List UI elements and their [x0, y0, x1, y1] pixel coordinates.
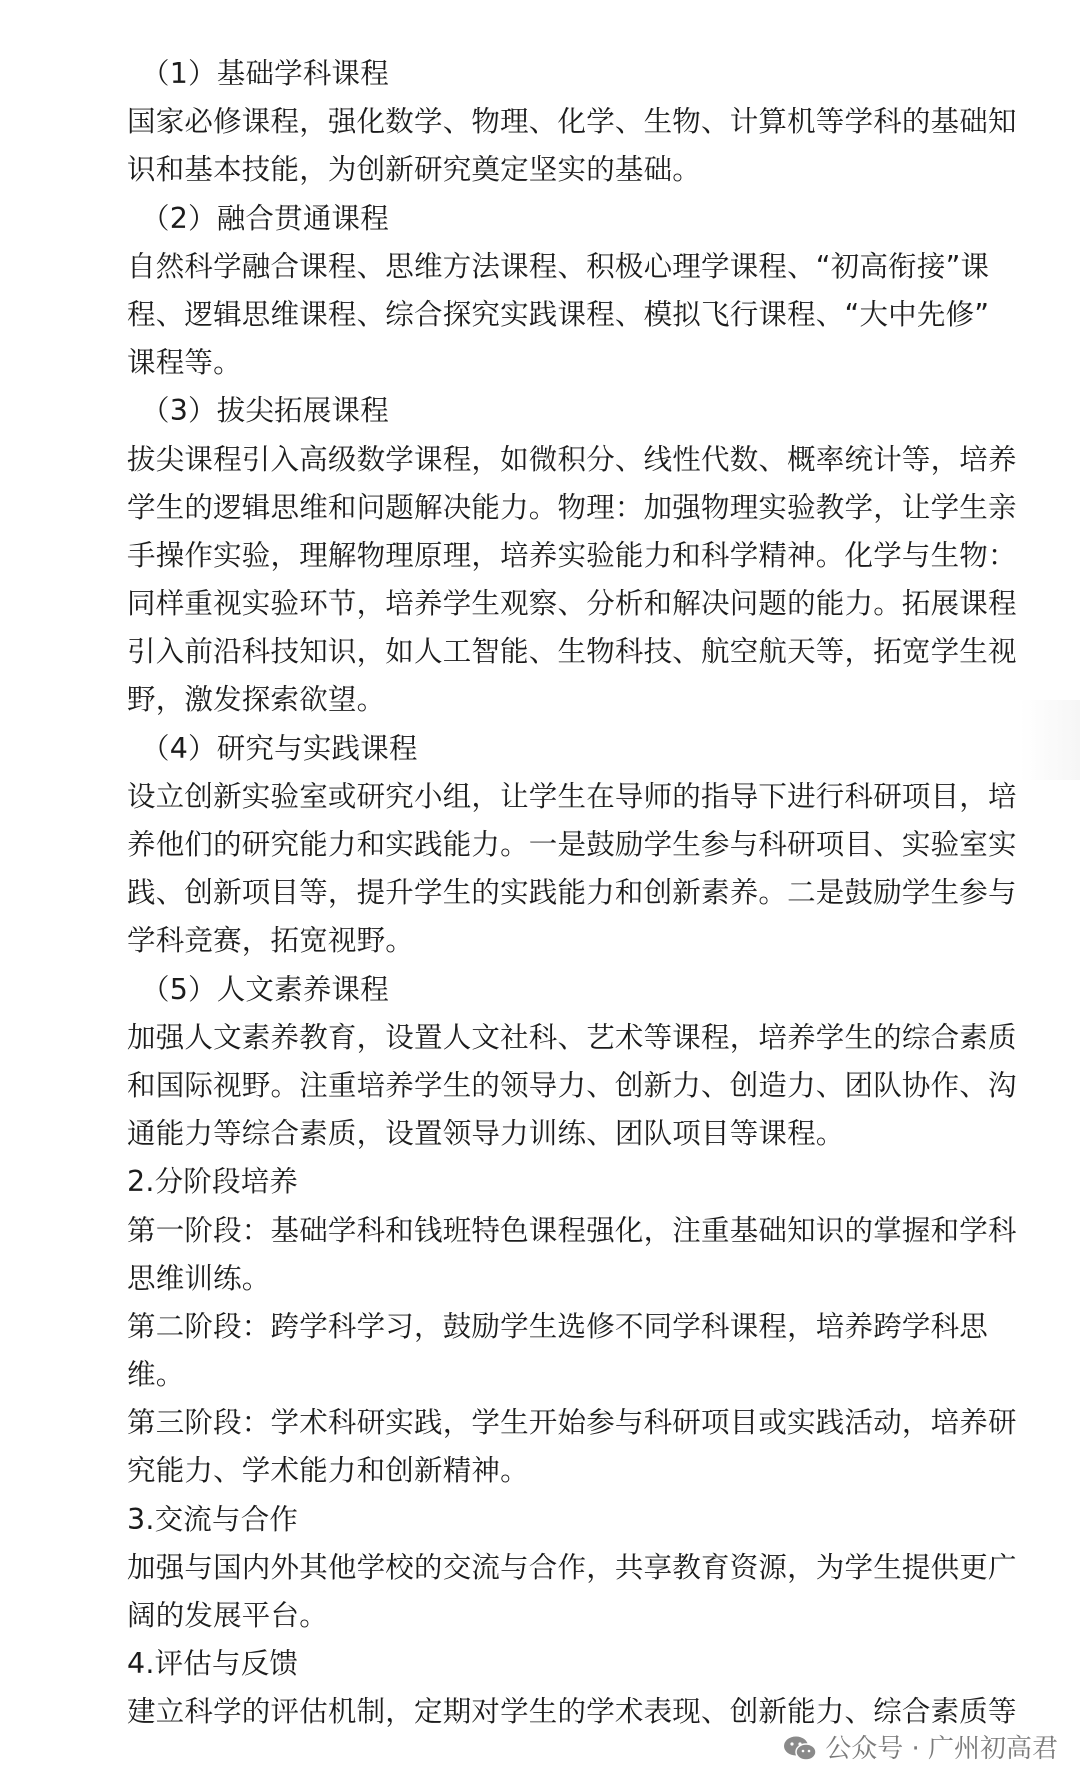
text-line: 野，激发探索欲望。 [127, 683, 386, 717]
text-line: 拔尖课程引入高级数学课程，如微积分、线性代数、概率统计等，培养 [127, 442, 1017, 476]
wechat-icon [783, 1735, 817, 1763]
text-line: 通能力等综合素质，设置领导力训练、团队项目等课程。 [127, 1117, 845, 1151]
heading-humanities-courses: （5）人文素养课程 [141, 972, 389, 1006]
text-line: 建立科学的评估机制，定期对学生的学术表现、创新能力、综合素质等 [127, 1695, 1017, 1729]
text-line: 引入前沿科技知识，如人工智能、生物科技、航空航天等，拓宽学生视 [127, 635, 1017, 669]
section-heading-evaluation-feedback: 4.评估与反馈 [127, 1647, 299, 1681]
text-line: 第一阶段：基础学科和钱班特色课程强化，注重基础知识的掌握和学科 [127, 1213, 1017, 1247]
heading-basic-courses: （1）基础学科课程 [141, 57, 389, 90]
text-line: 养他们的研究能力和实践能力。一是鼓励学生参与科研项目、实验室实 [127, 828, 1017, 861]
text-line: 和国际视野。注重培养学生的领导力、创新力、创造力、团队协作、沟 [127, 1068, 1017, 1102]
text-line: 程、逻辑思维课程、综合探究实践课程、模拟飞行课程、“大中先修” [127, 297, 990, 331]
text-line: 加强与国内外其他学校的交流与合作，共享教育资源，为学生提供更广 [127, 1550, 1017, 1584]
text-line: 学生的逻辑思维和问题解决能力。物理：加强物理实验教学，让学生亲 [127, 490, 1017, 524]
text-line: 践、创新项目等，提升学生的实践能力和创新素养。二是鼓励学生参与 [127, 876, 1017, 910]
heading-integrated-courses: （2）融合贯通课程 [141, 201, 389, 235]
text-line: 第二阶段：跨学科学习，鼓励学生选修不同学科课程，培养跨学科思 [127, 1309, 989, 1343]
text-line: 加强人文素养教育，设置人文社科、艺术等课程，培养学生的综合素质 [127, 1020, 1017, 1054]
text-line: 维。 [127, 1358, 185, 1392]
text-line: 识和基本技能，为创新研究奠定坚实的基础。 [127, 153, 702, 187]
text-line: 究能力、学术能力和创新精神。 [127, 1454, 529, 1488]
text-line: 第三阶段：学术科研实践，学生开始参与科研项目或实践活动，培养研 [127, 1406, 1017, 1440]
text-line: 设立创新实验室或研究小组，让学生在导师的指导下进行科研项目，培 [127, 779, 1017, 813]
heading-research-practice-courses: （4）研究与实践课程 [141, 731, 418, 765]
text-line: 阔的发展平台。 [127, 1599, 328, 1632]
text-line: 国家必修课程，强化数学、物理、化学、生物、计算机等学科的基础知 [127, 105, 1017, 139]
text-line: 手操作实验，理解物理原理，培养实验能力和科学精神。化学与生物： [127, 538, 1017, 572]
document-body [127, 50, 1017, 1737]
text-line: 同样重视实验环节，培养学生观察、分析和解决问题的能力。拓展课程 [127, 587, 1017, 621]
edge-shadow [1020, 700, 1080, 780]
section-heading-staged-training: 2.分阶段培养 [127, 1165, 299, 1199]
text-line: 自然科学融合课程、思维方法课程、积极心理学课程、“初高衔接”课 [127, 249, 990, 283]
text-line: 课程等。 [127, 346, 242, 380]
text-line: 学科竞赛，拓宽视野。 [127, 924, 415, 958]
section-heading-exchange-cooperation: 3.交流与合作 [127, 1502, 299, 1536]
watermark-text: 公众号 · 广州初高君 [825, 1734, 1058, 1764]
watermark [783, 1734, 1058, 1764]
heading-advanced-courses: （3）拔尖拓展课程 [141, 394, 389, 428]
text-line: 思维训练。 [127, 1261, 271, 1295]
